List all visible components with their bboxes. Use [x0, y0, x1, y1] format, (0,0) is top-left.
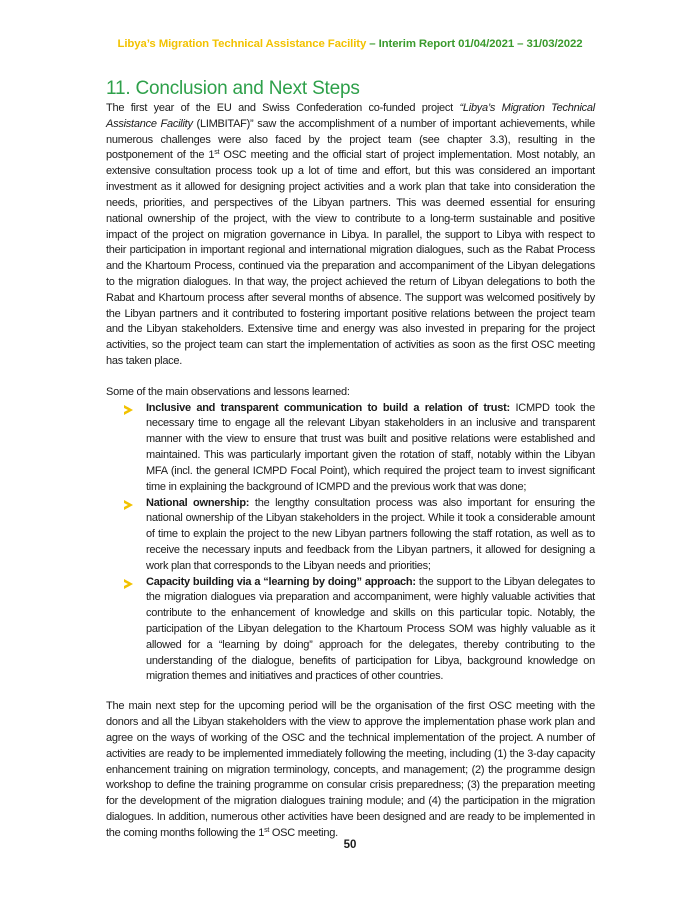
intro-superscript: st — [214, 149, 220, 157]
section-body — [106, 101, 595, 842]
observations-intro: Some of the main observations and lessons learned: — [106, 385, 350, 398]
intro-text-3: OSC meeting and the official start of project implementation. Most notably, an extensive consultation process took up a lot of time and effort, but this was considered an important investment as it allowed for designing project activities and a work plan that take into consideration the needs, priorities, and perspectives of the Libyan partners. This was deemed essential for ensuring national ownership of the project, with the view to contribute to a long-term sustainable and positive impact of the project on migration governance in Libya. In parallel, the support to Libya with respect to their participation in important regional and international migration dialogues, such as the Rabat Process and the Khartoum Process, continued via the preparation and accompaniment of the Libyan delegations to the migration dialogues. In that way, the project achieved the return of Libyan delegations to both the Rabat and Khartoum process after several months of absence. The support was welcomed positively by the Libyan partners and it contributed to fostering important positive relations between the project team and the Libyan stakeholders. Extensive time and energy was also invested in preparing for the project activities, so the project team can start the implementation of activities as soon as the first OSC meeting has taken place. — [106, 149, 595, 367]
intro-paragraph — [106, 101, 595, 370]
list-item — [146, 575, 595, 686]
lesson-text: the lengthy consultation process was also important for ensuring the national ownership of the Libyan stakeholders in the project. While it took a considerable amount of time to explain the project to the new Libyan partners following the staff rotation, as well as to receive the necessary inputs and feedback from the Libyan partners, it allowed for designing a work plan that corresponds to the Libyan needs and priorities; — [146, 496, 595, 572]
header-report-period: – Interim Report 01/04/2021 – 31/03/2022 — [366, 38, 583, 50]
intro-text-1: The first year of the EU and Swiss Confederation co-funded project — [106, 102, 460, 114]
lessons-list — [106, 401, 595, 686]
running-header — [0, 38, 700, 50]
page-number: 50 — [343, 839, 357, 851]
header-project-name: Libya’s Migration Technical Assistance Facility — [117, 38, 367, 50]
intro-project-name: “Libya’s Migration Technical Assistance Facility — [106, 102, 595, 130]
next-steps-text-2: OSC meeting. — [269, 826, 338, 839]
arrow-bullet-icon — [124, 500, 133, 510]
arrow-bullet-icon — [124, 579, 133, 589]
lesson-text: ICMPD took the necessary time to engage all the relevant Libyan stakeholders in an inclusive and transparent manner with the view to ensure that trust was built and positive relations were established and maintained. This was particularly important given the rotation of staff, notably within the Libyan MFA (incl. the general ICMPD Focal Point), which required the project team to invest significant time in explaining the background of ICMPD and the previous work that was done; — [146, 401, 595, 493]
next-steps-superscript: st — [264, 826, 270, 834]
section-title: 11. Conclusion and Next Steps — [106, 78, 360, 99]
next-steps-paragraph — [106, 699, 595, 841]
next-steps-text-1: The main next step for the upcoming period will be the organisation of the first OSC meeting with the donors and all the Libyan stakeholders with the view to approve the implementation phase work plan and agree on the ways of working of the OSC and the technical implementation of the project. A number of activities are ready to be implemented immediately following the meeting, including (1) the 3-day capacity enhancement training on migration terminology, concepts, and management; (2) the programme design workshop to define the training programme on consular crisis preparedness; (3) the preparation meeting for the development of the migration dialogues training module; and (4) the participation in the migration dialogues. In addition, numerous other activities have been designed and are ready to be implemented in the coming months following the 1 — [106, 700, 595, 839]
arrow-bullet-icon — [124, 405, 133, 415]
intro-text-2: (LIMBITAF)” saw the accomplishment of a number of important achievements, while numerous challenges were also faced by the project team (see chapter 3.3), resulting in the postponement of the 1 — [106, 117, 595, 162]
lesson-text: the support to the Libyan delegates to the migration dialogues via preparation and accompaniment, were highly valuable activities that contribute to the enhancement of knowledge and skills on this particular topic. Notably, the participation of the Libyan delegation to the Khartoum Process SOM was highly valuable as it allowed for a “learning by doing” approach for the delegates, thereby contributing to the understanding of the dialogue, benefits of participation for Libya, background knowledge on migration themes and initiatives and practices of other countries. — [146, 575, 596, 683]
list-item — [146, 401, 595, 496]
lesson-title: National ownership: — [146, 496, 250, 509]
list-item — [146, 496, 595, 575]
lesson-title: Inclusive and transparent communication to build a relation of trust: — [146, 401, 510, 414]
lesson-title: Capacity building via a “learning by doing” approach: — [146, 575, 416, 588]
